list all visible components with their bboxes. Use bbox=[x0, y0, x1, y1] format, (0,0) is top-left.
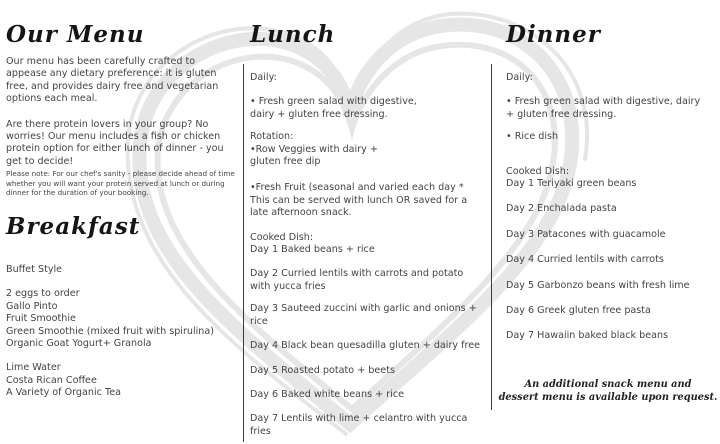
breakfast-title: Breakfast bbox=[6, 213, 141, 240]
intro-text: Our menu has been carefully crafted to appease any dietary preference: it is gluten free, and provides dairy free and vegetarian options each meal. bbox=[6, 56, 219, 105]
lunch-column bbox=[250, 72, 482, 438]
dinner-rice-item: • Rice dish bbox=[506, 131, 559, 143]
dinner-title: Dinner bbox=[506, 21, 601, 48]
protein-question: Are there protein lovers in your group? No worries! Our menu includes a fish or chicken protein option for either lunch of dinner - you get to decide! bbox=[6, 118, 224, 167]
dinner-day: Day 4 Curried lentils with carrots bbox=[506, 254, 664, 266]
breakfast-item: Organic Goat Yogurt+ Granola bbox=[6, 338, 152, 350]
lunch-day: Day 4 Black bean quesadilla gluten + dairy free bbox=[250, 340, 481, 352]
drinks-list bbox=[6, 362, 238, 399]
breakfast-list bbox=[6, 288, 238, 350]
dinner-day: Day 5 Garbonzo beans with fresh lime bbox=[506, 279, 690, 291]
lunch-day: Day 6 Baked white beans + rice bbox=[250, 388, 405, 400]
dinner-cooked-label: Cooked Dish: bbox=[506, 165, 570, 177]
dinner-day: Day 6 Greek gluten free pasta bbox=[506, 305, 651, 317]
breakfast-item: Green Smoothie (mixed fruit with spirulina) bbox=[6, 325, 215, 337]
note-line: dessert menu is available upon request. bbox=[498, 392, 718, 403]
our-menu-title: Our Menu bbox=[6, 21, 145, 48]
breakfast-style: Buffet Style bbox=[6, 264, 63, 275]
lunch-rotation-label: Rotation: bbox=[250, 131, 294, 143]
lunch-day: Day 2 Curried lentils with carrots and potato with yucca fries bbox=[250, 268, 464, 292]
lunch-daily-label: Daily: bbox=[250, 72, 277, 83]
please-note: Please note: For our chef's sanity - please decide ahead of time whether you will want your protein served at lunch or during dinner for the duration of your booking. bbox=[6, 169, 235, 198]
lunch-day: Day 7 Lentils with lime + celantro with yucca fries bbox=[250, 413, 468, 437]
drink-item: A Variety of Organic Tea bbox=[6, 387, 121, 399]
lunch-rotation-item: •Row Veggies with dairy + gluten free dip bbox=[250, 143, 378, 168]
lunch-day: Day 5 Roasted potato + beets bbox=[250, 364, 395, 376]
lunch-day: Day 3 Sauteed zuccini with garlic and onions + rice bbox=[250, 303, 477, 327]
dinner-daily-label: Daily: bbox=[506, 72, 533, 83]
column-divider bbox=[491, 64, 492, 410]
drink-item: Costa Rican Coffee bbox=[6, 374, 97, 386]
breakfast-item: Gallo Pinto bbox=[6, 300, 58, 312]
dinner-day: Day 1 Teriyaki green beans bbox=[506, 178, 637, 190]
dinner-daily-item: • Fresh green salad with digestive, dairy + gluten free dressing. bbox=[506, 96, 701, 120]
dinner-day: Day 7 Hawaiin baked black beans bbox=[506, 330, 669, 342]
additional-menu-note bbox=[498, 378, 718, 404]
dinner-column bbox=[506, 72, 716, 343]
dinner-day: Day 3 Patacones with guacamole bbox=[506, 228, 666, 240]
intro-column bbox=[6, 56, 238, 197]
lunch-title: Lunch bbox=[250, 21, 336, 48]
lunch-day: Day 1 Baked beans + rice bbox=[250, 244, 375, 256]
lunch-fruit-item: •Fresh Fruit (seasonal and varied each day * This can be served with lunch OR saved for a late afternoon snack. bbox=[250, 182, 468, 219]
column-divider bbox=[243, 64, 244, 442]
drink-item: Lime Water bbox=[6, 362, 61, 374]
note-line: An additional snack menu and bbox=[524, 379, 692, 390]
breakfast-item: 2 eggs to order bbox=[6, 288, 80, 300]
breakfast-item: Fruit Smoothie bbox=[6, 313, 76, 325]
dinner-day: Day 2 Enchalada pasta bbox=[506, 203, 617, 215]
breakfast-column bbox=[6, 264, 238, 400]
lunch-cooked-label: Cooked Dish: bbox=[250, 231, 314, 243]
lunch-daily-item: • Fresh green salad with digestive, dairy + gluten free dressing. bbox=[250, 96, 417, 120]
